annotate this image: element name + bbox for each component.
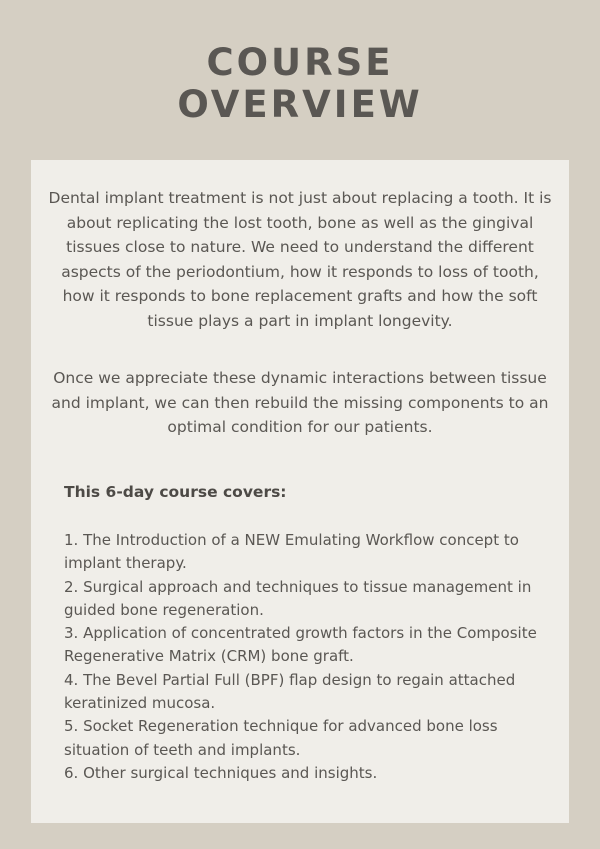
list-item: 4. The Bevel Partial Full (BPF) flap design to regain attached keratinized mucosa. <box>64 670 516 713</box>
list-item: 5. Socket Regeneration technique for advanced bone loss situation of teeth and implants. <box>64 717 498 759</box>
page-title-line-1: COURSE <box>206 41 394 84</box>
list-item: 6. Other surgical techniques and insights. <box>64 763 378 782</box>
course-overview-card <box>31 160 569 823</box>
list-item: 2. Surgical approach and techniques to tissue management in guided bone regeneration. <box>64 577 532 619</box>
course-topics-list <box>64 529 559 785</box>
intro-paragraph-2: Once we appreciate these dynamic interactions between tissue and implant, we can then rebuild the missing components to an optimal condition for our patients. <box>51 369 549 436</box>
page-title <box>0 42 600 126</box>
page-title-line-2: OVERVIEW <box>177 83 423 126</box>
intro-paragraph-1: Dental implant treatment is not just about replacing a tooth. It is about replicating the lost tooth, bone as well as the gingival tissues close to nature. We need to understand the different aspects of the periodontium, how it responds to loss of tooth, how it responds to bone replacement grafts and how the soft tissue plays a part in implant longevity. <box>48 189 552 330</box>
list-item: 3. Application of concentrated growth factors in the Composite Regenerative Matrix (CRM) bone graft. <box>64 624 537 666</box>
course-covers-heading: This 6-day course covers: <box>64 483 287 501</box>
list-item: 1. The Introduction of a NEW Emulating Workflow concept to implant therapy. <box>64 531 519 573</box>
